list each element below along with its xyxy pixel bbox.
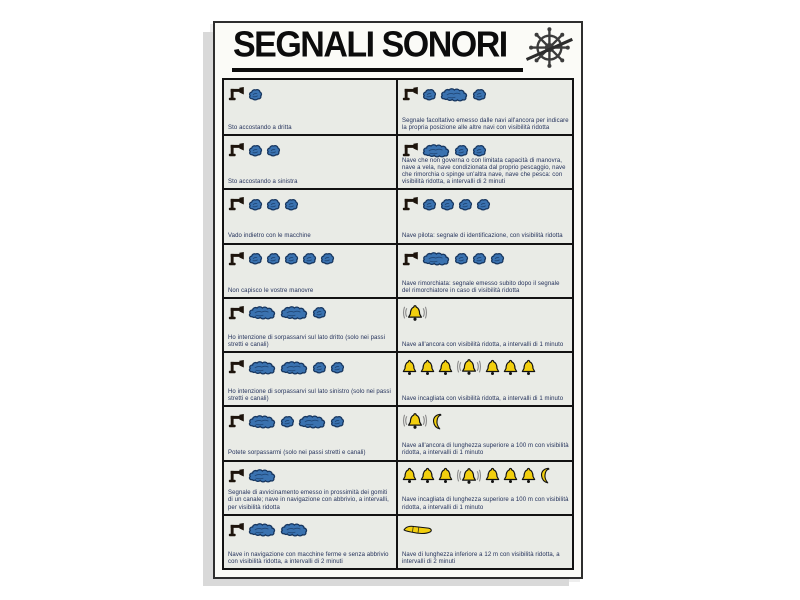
signal-caption: Nave che non governa o con limitata capacità di manovra, nave a vela, nave condizionata dal proprio pescaggio, nave che rimorchia o spinge un'altra nave, nave che pesca: con visibilità ridotta, a intervalli di 2 minuti — [402, 157, 566, 186]
horn-icon — [402, 251, 419, 267]
signal-icons — [398, 462, 572, 487]
blast-short-icon — [422, 198, 437, 211]
signal-caption: Vado indietro con le macchine — [228, 233, 311, 240]
gong-icon — [539, 467, 551, 484]
horn-icon — [228, 142, 245, 158]
horn-icon — [228, 251, 245, 267]
signal-caption: Ho intenzione di sorpassarvi sul lato sinistro (solo nei passi stretti e canali) — [228, 388, 391, 403]
horn-icon — [228, 305, 245, 321]
signal-cell-right-6 — [398, 351, 572, 405]
bell-icon — [503, 359, 518, 376]
signal-cell-left-7 — [224, 405, 398, 459]
bell-icon — [485, 359, 500, 376]
blast-short-icon — [266, 252, 281, 265]
signal-caption: Sto accostando a sinistra — [228, 179, 298, 186]
signal-caption: Sto accostando a dritta — [228, 125, 292, 132]
signal-icons — [224, 136, 396, 161]
signal-cell-left-2 — [224, 134, 398, 188]
signal-cell-left-1 — [224, 80, 398, 134]
bell-icon — [503, 467, 518, 484]
horn-icon — [402, 86, 419, 102]
bell-icon — [402, 359, 417, 376]
signal-icons — [224, 407, 396, 432]
blast-short-icon — [248, 144, 263, 157]
horn-icon — [228, 468, 245, 484]
signal-icons — [398, 245, 572, 270]
bell-ringing-icon — [456, 358, 482, 376]
bell-ringing-icon — [402, 412, 428, 430]
bell-icon — [521, 467, 536, 484]
signal-cell-left-9 — [224, 514, 398, 568]
blast-short-icon — [472, 144, 487, 157]
blast-long-icon — [280, 360, 309, 375]
signal-caption: Nave all'ancora di lunghezza superiore a 100 m con visibilità ridotta, a intervalli di 1 minuto — [402, 443, 569, 457]
horn-yellow-icon — [402, 523, 434, 536]
signal-icons — [398, 299, 572, 324]
signal-icons — [398, 190, 572, 215]
poster-title: SEGNALI SONORI — [233, 25, 507, 65]
signal-icons — [398, 80, 572, 105]
bell-icon — [420, 467, 435, 484]
blast-short-icon — [266, 144, 281, 157]
title-underline — [232, 68, 523, 72]
signal-caption: Potete sorpassarmi (solo nei passi stretti e canali) — [228, 450, 366, 457]
signal-icons — [398, 516, 572, 541]
blast-short-icon — [266, 198, 281, 211]
signal-caption: Nave all'ancora con visibilità ridotta, a intervalli di 1 minuto — [402, 341, 564, 348]
blast-short-icon — [440, 198, 455, 211]
signal-cell-left-5 — [224, 297, 398, 351]
blast-short-icon — [280, 415, 295, 428]
blast-long-icon — [248, 360, 277, 375]
blast-long-icon — [248, 468, 277, 483]
blast-short-icon — [248, 252, 263, 265]
blast-short-icon — [312, 306, 327, 319]
bell-ringing-icon — [402, 304, 428, 322]
gong-icon — [431, 413, 443, 430]
horn-icon — [402, 196, 419, 212]
bell-icon — [438, 359, 453, 376]
blast-short-icon — [330, 415, 345, 428]
sound-signals-poster — [213, 21, 583, 579]
blast-long-icon — [248, 305, 277, 320]
blast-short-icon — [248, 88, 263, 101]
blast-long-icon — [280, 305, 309, 320]
blast-long-icon — [440, 87, 469, 102]
horn-icon — [228, 359, 245, 375]
blast-short-icon — [472, 252, 487, 265]
blast-short-icon — [490, 252, 505, 265]
signal-caption: Nave incagliata di lunghezza superiore a 100 m con visibilità ridotta, a intervalli di 1 minuto — [402, 497, 569, 511]
signals-table — [222, 78, 574, 570]
blast-short-icon — [472, 88, 487, 101]
horn-icon — [402, 142, 419, 158]
blast-short-icon — [330, 361, 345, 374]
signal-cell-left-4 — [224, 243, 398, 297]
poster-header — [215, 23, 581, 79]
bell-icon — [420, 359, 435, 376]
bell-icon — [438, 467, 453, 484]
signal-icons — [398, 407, 572, 432]
blast-short-icon — [476, 198, 491, 211]
blast-long-icon — [422, 143, 451, 158]
blast-short-icon — [320, 252, 335, 265]
blast-long-icon — [298, 414, 327, 429]
bell-ringing-icon — [456, 467, 482, 485]
horn-icon — [228, 86, 245, 102]
horn-icon — [228, 413, 245, 429]
bell-icon — [402, 467, 417, 484]
signal-caption: Non capisco le vostre manovre — [228, 287, 314, 294]
blast-short-icon — [454, 252, 469, 265]
signal-caption: Ho intenzione di sorpassarvi sul lato dritto (solo nei passi stretti e canali) — [228, 334, 386, 348]
blast-short-icon — [458, 198, 473, 211]
signal-icons — [398, 353, 572, 378]
signal-caption: Nave di lunghezza inferiore a 12 m con visibilità ridotta, a intervalli di 2 minuti — [402, 551, 560, 565]
signal-caption: Segnale facoltativo emesso dalle navi all'ancora per indicare la propria posizione alle altre navi con visibilità ridotta — [402, 117, 569, 132]
signal-caption: Nave in navigazione con macchine ferme e senza abbrivio con visibilità ridotta, a intervalli di 2 minuti — [228, 551, 389, 565]
blast-short-icon — [284, 252, 299, 265]
blast-short-icon — [312, 361, 327, 374]
blast-short-icon — [284, 198, 299, 211]
signal-cell-left-6 — [224, 351, 398, 405]
blast-long-icon — [248, 414, 277, 429]
blast-short-icon — [422, 88, 437, 101]
signal-icons — [224, 80, 396, 105]
signal-icons — [224, 353, 396, 378]
horn-icon — [228, 196, 245, 212]
bell-icon — [485, 467, 500, 484]
signal-icons — [224, 462, 396, 487]
signal-icons — [224, 190, 396, 215]
blast-short-icon — [302, 252, 317, 265]
blast-short-icon — [454, 144, 469, 157]
signal-cell-right-5 — [398, 297, 572, 351]
signal-cell-right-1 — [398, 80, 572, 134]
signal-cell-right-9 — [398, 514, 572, 568]
signal-caption: Nave pilota: segnale di identificazione, con visibilità ridotta — [402, 233, 563, 240]
blast-long-icon — [248, 522, 277, 537]
signal-caption: Nave incagliata con visibilità ridotta, a intervalli di 1 minuto — [402, 396, 564, 403]
signal-cell-left-8 — [224, 460, 398, 514]
signal-caption: Nave rimorchiata: segnale emesso subito dopo il segnale del rimorchiatore in caso di visibilità ridotta — [402, 280, 560, 294]
ship-wheel-icon — [521, 25, 576, 72]
blast-short-icon — [248, 198, 263, 211]
signal-cell-right-4 — [398, 243, 572, 297]
signal-icons — [224, 516, 396, 541]
signal-caption: Segnale di avvicinamento emesso in prossimità dei gomiti di un canale; nave in navigazione con abbrivio, a intervalli, per visibilità ridotta — [228, 490, 389, 511]
signal-cell-left-3 — [224, 188, 398, 242]
bell-icon — [521, 359, 536, 376]
signal-icons — [224, 299, 396, 324]
signal-icons — [224, 245, 396, 270]
signal-cell-right-3 — [398, 188, 572, 242]
signal-cell-right-8 — [398, 460, 572, 514]
signal-cell-right-2 — [398, 134, 572, 188]
blast-long-icon — [280, 522, 309, 537]
horn-icon — [228, 522, 245, 538]
signal-cell-right-7 — [398, 405, 572, 459]
blast-long-icon — [422, 251, 451, 266]
